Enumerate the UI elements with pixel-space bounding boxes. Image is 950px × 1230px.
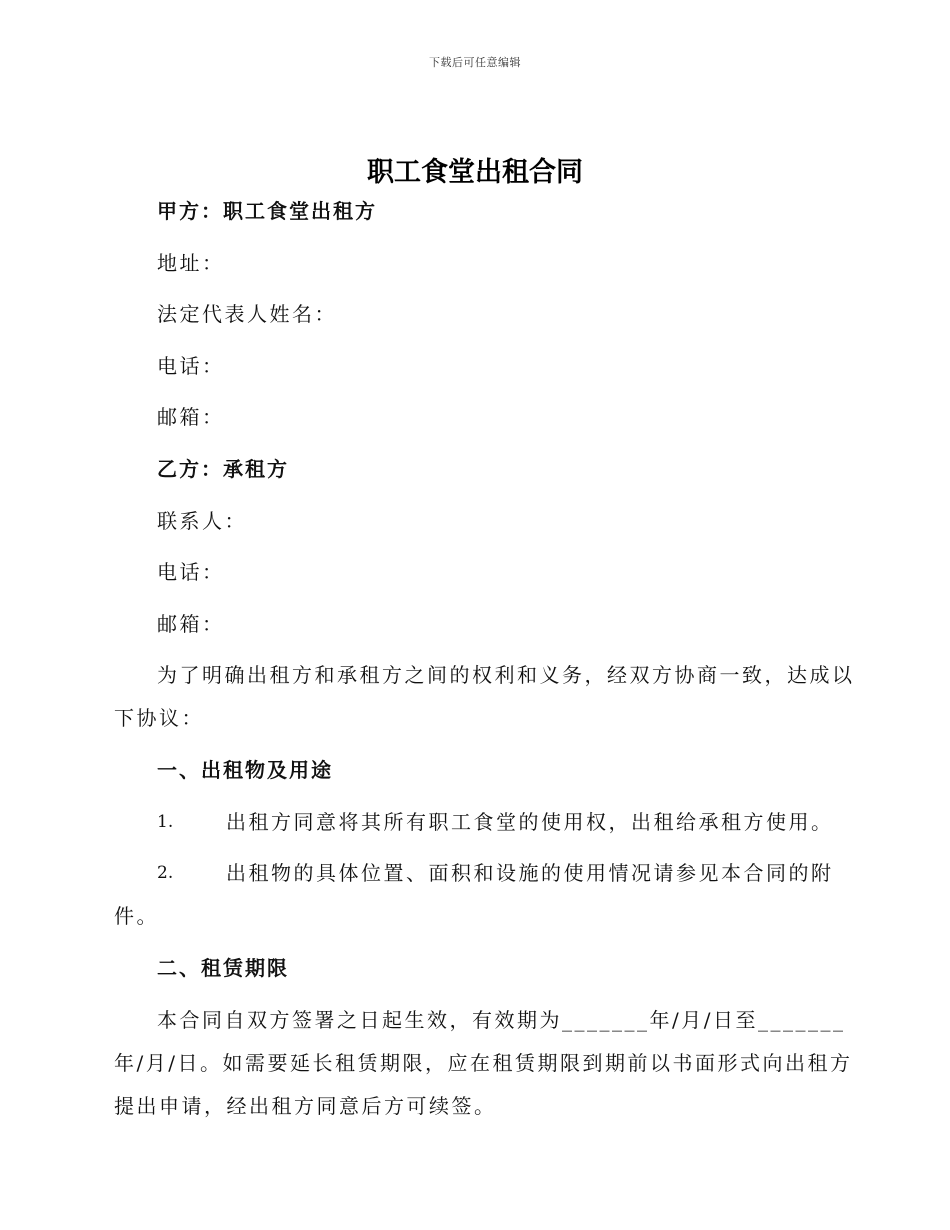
party-a-legal-rep: 法定代表人姓名： bbox=[157, 302, 337, 326]
item-number: 2. bbox=[157, 863, 174, 883]
section2-line2: 年/月/日。如需要延长租赁期限，应在租赁期限到期前以书面形式向出租方 bbox=[114, 1051, 853, 1075]
intro-paragraph-line2: 下协议： bbox=[114, 706, 204, 730]
section2-line1: 本合同自双方签署之日起生效，有效期为_______年/月/日至_______ bbox=[157, 1008, 846, 1032]
intro-paragraph-line1: 为了明确出租方和承租方之间的权利和义务，经双方协商一致，达成以 bbox=[157, 663, 855, 687]
item-text: 出租物的具体位置、面积和设施的使用情况请参见本合同的附 bbox=[226, 861, 834, 885]
party-a-phone: 电话： bbox=[157, 354, 225, 378]
document-title: 职工食堂出租合同 bbox=[367, 157, 583, 188]
party-b-heading: 乙方：承租方 bbox=[157, 457, 289, 481]
party-a-address: 地址： bbox=[157, 251, 225, 275]
party-a-email: 邮箱： bbox=[157, 405, 225, 429]
section2-heading: 二、租赁期限 bbox=[157, 956, 289, 980]
item-text: 出租方同意将其所有职工食堂的使用权，出租给承租方使用。 bbox=[226, 810, 834, 834]
item-number: 1. bbox=[157, 812, 174, 832]
party-b-phone: 电话： bbox=[157, 560, 225, 584]
party-b-contact: 联系人： bbox=[157, 509, 247, 533]
page-header: 下载后可任意编辑 bbox=[429, 56, 521, 69]
party-a-heading: 甲方：职工食堂出租方 bbox=[157, 199, 377, 223]
section1-heading: 一、出租物及用途 bbox=[157, 758, 333, 782]
party-b-email: 邮箱： bbox=[157, 612, 225, 636]
item-text-continued: 件。 bbox=[114, 904, 159, 928]
section2-line3: 提出申请，经出租方同意后方可续签。 bbox=[114, 1094, 497, 1118]
